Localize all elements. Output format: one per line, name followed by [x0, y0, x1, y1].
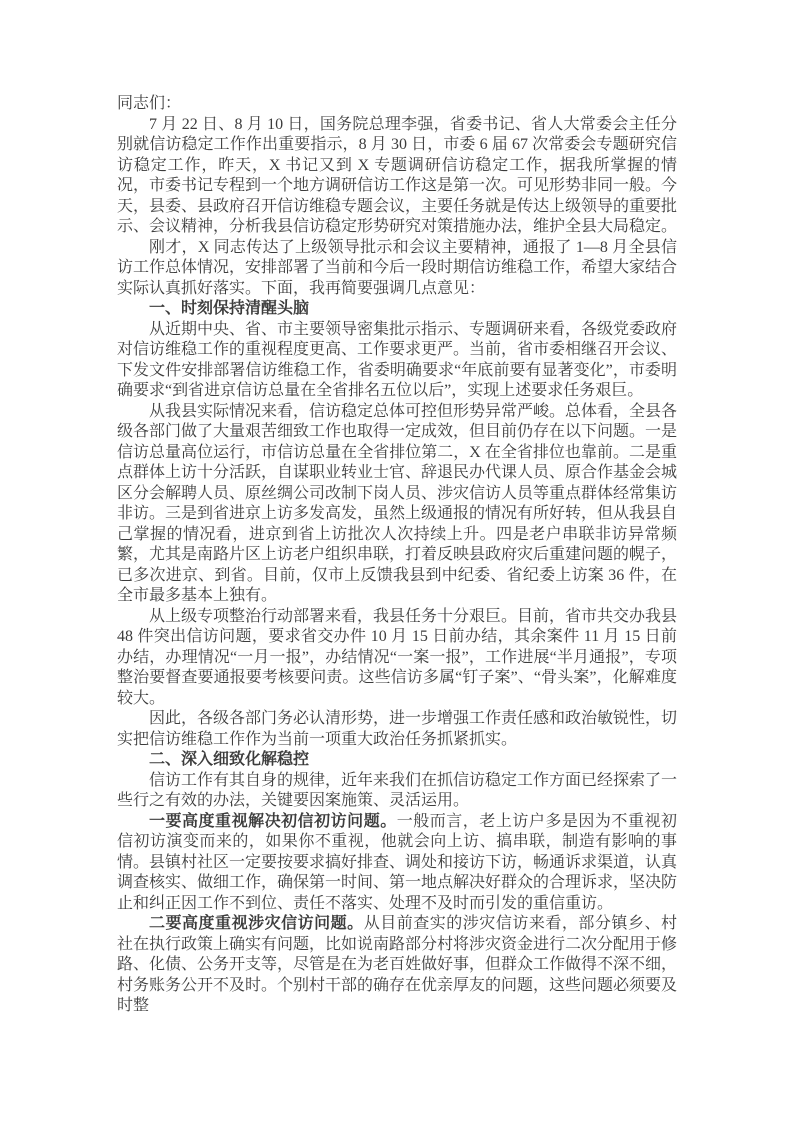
paragraph: 7 月 22 日、8 月 10 日，国务院总理李强，省委书记、省人大常委会主任分别就信访稳定工作作出重要指示，8 月 30 日，市委 6 届 67 次常委会专题研究信访稳定工作，昨天，X 书记又到 X 专题调研信访稳定工作，据我所掌握的情况，市委书记专程到一个地方调研信访工作这是第一次。可见形势非同一般。今天，县委、县政府召开信访维稳专题会议，主要任务就是传达上级领导的重要批示、会议精神，分析我县信访稳定形势研究对策措施办法，维护全县大局稳定。 — [117, 115, 678, 235]
paragraph: 从近期中央、省、市主要领导密集批示指示、专题调研来看，各级党委政府对信访维稳工作的重视程度更高、工作要求更严。当前，省市委相继召开会议、下发文件安排部署信访维稳工作，省委明确要求“年底前要有显著变化”，市委明确要求“到省进京信访总量在全省排名五位以后”，实现上述要求任务艰巨。 — [117, 320, 678, 399]
paragraph-lead-bold: 一要高度重视解决初信初访问题。 — [149, 812, 397, 830]
section-heading: 一、时刻保持清醒头脑 — [149, 300, 310, 317]
paragraph: 从上级专项整治行动部署来看，我县任务十分艰巨。目前，省市共交办我县 48 件突出信访问题，要求省交办件 10 月 15 日前办结，其余案件 11 月 15 日前办结，办理情况“一月一报”，办结情况“一案一报”，工作进展“半月通报”，专项整治要督查要通报要考核要问责。这些信访多属“钉子案”、“骨头案”，化解难度较大。 — [117, 607, 678, 707]
document-content — [117, 94, 677, 1017]
paragraph: 一要高度重视解决初信初访问题。一般而言，老上访户多是因为不重视初信初访演变而来的，如果你不重视，他就会向上访、搞串联，制造有影响的事情。县镇村社区一定要按要求搞好排查、调处和接访下访，畅通诉求渠道，认真调查核实、做细工作，确保第一时间、第一地点解决好群众的合理诉求，坚决防止和纠正因工作不到位、责任不落实、处理不及时而引发的重信重访。 — [117, 812, 678, 912]
salutation-line: 同志们： — [117, 95, 182, 112]
paragraph: 从我县实际情况来看，信访稳定总体可控但形势异常严峻。总体看，全县各级各部门做了大量艰苦细致工作也取得一定成效，但目前仍存在以下问题。一是信访总量高位运行，市信访总量在全省排位第二，X 在全省排位也靠前。二是重点群体上访十分活跃，自谋职业转业士官、辞退民办代课人员、原合作基金会城区分会解聘人员、原丝绸公司改制下岗人员、涉灾信访人员等重点群体经常集访非访。三是到省进京上访多发高发，虽然上级通报的情况有所好转，但从我县自己掌握的情况看，进京到省上访批次人次持续上升。四是老户串联非访异常频繁，尤其是南路片区上访老户组织串联，打着反映县政府灾后重建问题的幌子，已多次进京、到省。目前，仅市上反馈我县到中纪委、省纪委上访案 36 件，在全市最多基本上独有。 — [117, 402, 678, 604]
paragraph: 因此，各级各部门务必认清形势，进一步增强工作责任感和政治敏锐性，切实把信访维稳工作作为当前一项重大政治任务抓紧抓实。 — [117, 710, 678, 748]
paragraph: 二要高度重视涉灾信访问题。从目前查实的涉灾信访来看，部分镇乡、村社在执行政策上确实有问题，比如说南路部分村将涉灾资金进行二次分配用于修路、化债、公务开支等，尽管是在为老百姓做好事，但群众工作做得不深不细，村务账务公开不及时。个别村干部的确存在优亲厚友的问题，这些问题必须要及时整 — [117, 915, 678, 1014]
paragraph: 刚才，X 同志传达了上级领导批示和会议主要精神，通报了 1—8 月全县信访工作总体情况，安排部署了当前和今后一段时期信访维稳工作，希望大家结合实际认真抓好落实。下面，我再简要强调几点意见： — [117, 238, 678, 297]
section-heading: 二、深入细致化解稳控 — [149, 751, 310, 768]
paragraph: 信访工作有其自身的规律，近年来我们在抓信访稳定工作方面已经探索了一些行之有效的办法，关键要因案施策、灵活运用。 — [117, 771, 678, 809]
paragraph-lead-bold: 二要高度重视涉灾信访问题。 — [149, 915, 364, 932]
